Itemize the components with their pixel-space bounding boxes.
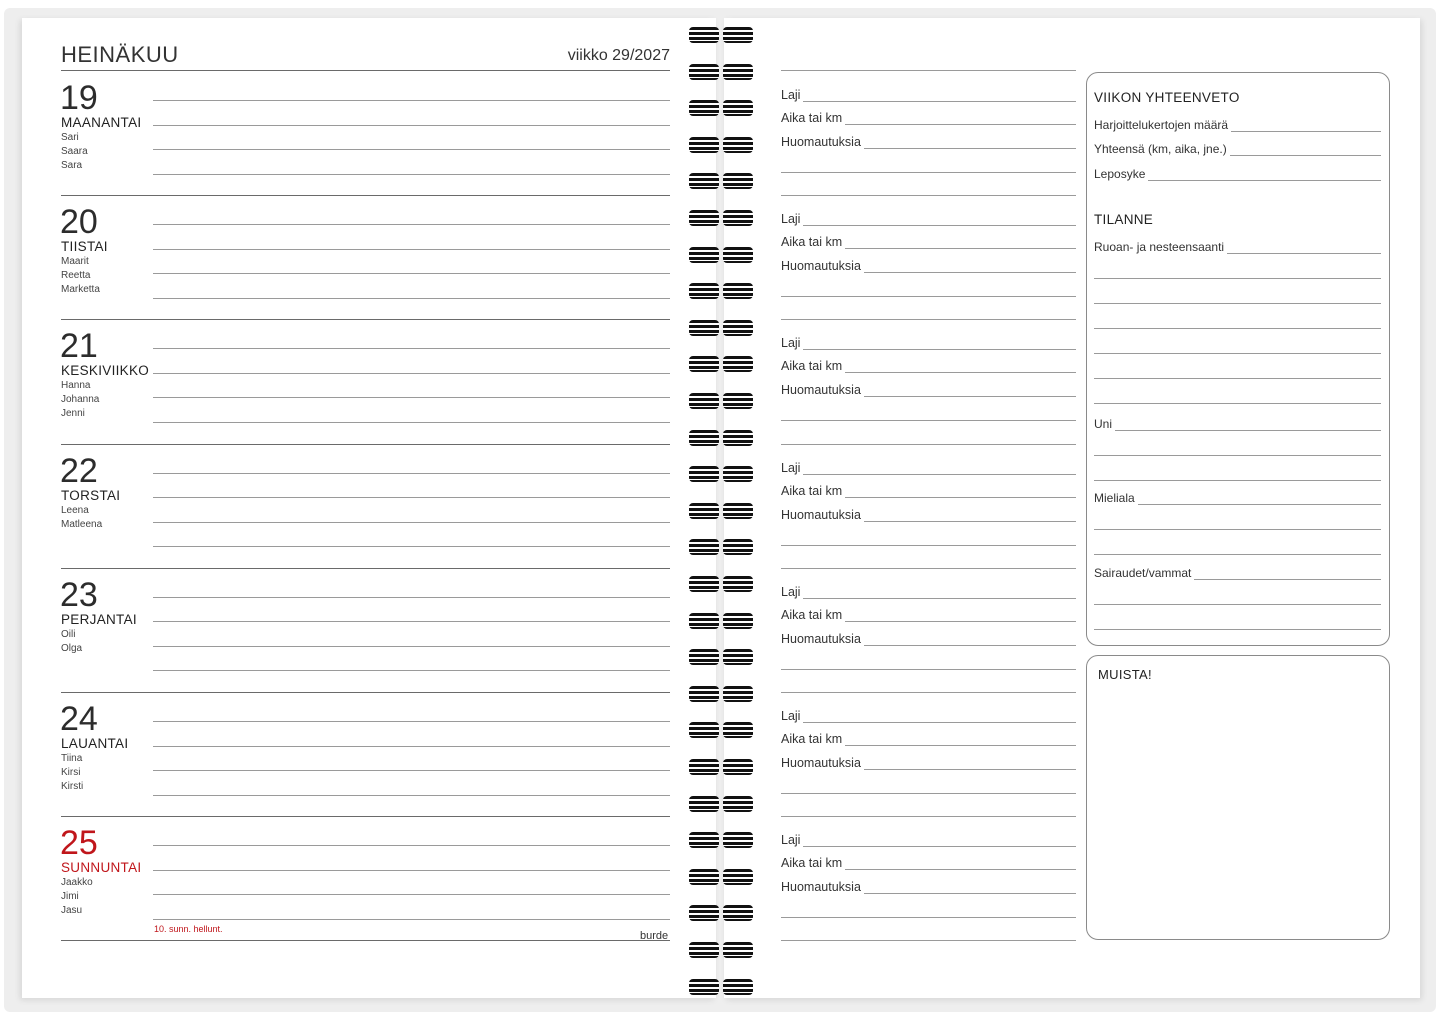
ring-right (723, 466, 753, 482)
day-separator (61, 692, 670, 693)
training-time-label: Aika tai km (781, 608, 845, 622)
ring-left (689, 320, 719, 336)
name-day: Olga (61, 642, 83, 654)
writing-line[interactable] (153, 249, 670, 250)
writing-line[interactable] (153, 273, 670, 274)
ring-right (723, 613, 753, 629)
training-type-label: Laji (781, 585, 803, 599)
name-day: Leena (61, 504, 89, 516)
ring-right (723, 905, 753, 921)
name-day: Marketta (61, 284, 100, 296)
day-name: SUNNUNTAI (61, 860, 142, 876)
name-day: Matleena (61, 518, 103, 530)
training-time-label: Aika tai km (781, 359, 845, 373)
ring-left (689, 247, 719, 263)
writing-line[interactable] (781, 296, 1076, 297)
writing-line[interactable] (781, 692, 1076, 693)
name-days (61, 379, 99, 421)
writing-line[interactable] (781, 195, 1076, 196)
ring-right (723, 430, 753, 446)
writing-line[interactable] (781, 722, 1076, 723)
name-day: Maarit (61, 256, 89, 268)
ring (689, 576, 753, 592)
ring-right (723, 210, 753, 226)
training-time-label: Aika tai km (781, 111, 845, 125)
writing-line[interactable] (153, 546, 670, 547)
training-notes-label: Huomautuksia (781, 259, 864, 273)
writing-line[interactable] (153, 670, 670, 671)
ring-right (723, 283, 753, 299)
writing-line[interactable] (153, 473, 670, 474)
header-rule (61, 70, 670, 71)
training-type-label: Laji (781, 88, 803, 102)
ring (689, 649, 753, 665)
ring (689, 869, 753, 885)
writing-line[interactable] (1094, 378, 1381, 379)
writing-line[interactable] (153, 522, 670, 523)
ring-right (723, 173, 753, 189)
day-name: KESKIVIIKKO (61, 363, 150, 379)
ring (689, 942, 753, 958)
training-notes-label: Huomautuksia (781, 383, 864, 397)
writing-line[interactable] (153, 746, 670, 747)
writing-line[interactable] (1094, 604, 1381, 605)
writing-line[interactable] (153, 770, 670, 771)
memo-box (1086, 655, 1390, 940)
name-day: Hanna (61, 380, 91, 392)
writing-line[interactable] (1094, 529, 1381, 530)
writing-line[interactable] (153, 795, 670, 796)
name-days (61, 255, 100, 297)
ring (689, 686, 753, 702)
ring-left (689, 759, 719, 775)
ring (689, 210, 753, 226)
ring (689, 759, 753, 775)
ring-right (723, 686, 753, 702)
day-separator (61, 568, 670, 569)
ring-left (689, 430, 719, 446)
ring-right (723, 137, 753, 153)
name-days (61, 752, 83, 794)
ring-left (689, 173, 719, 189)
ring-left (689, 942, 719, 958)
writing-line[interactable] (153, 397, 670, 398)
ring (689, 27, 753, 43)
ring-right (723, 722, 753, 738)
writing-line[interactable] (153, 646, 670, 647)
training-time-label: Aika tai km (781, 856, 845, 870)
summary-box (1086, 72, 1390, 646)
writing-line[interactable] (1094, 480, 1381, 481)
writing-line[interactable] (1094, 403, 1381, 404)
training-notes-label: Huomautuksia (781, 135, 864, 149)
writing-line[interactable] (781, 940, 1076, 941)
ring-right (723, 356, 753, 372)
writing-line[interactable] (153, 348, 670, 349)
ring (689, 796, 753, 812)
writing-line[interactable] (153, 298, 670, 299)
writing-line[interactable] (153, 497, 670, 498)
writing-line[interactable] (781, 474, 1076, 475)
ring-left (689, 686, 719, 702)
ring-right (723, 649, 753, 665)
ring (689, 832, 753, 848)
name-days (61, 876, 93, 918)
name-day: Kirsti (61, 781, 84, 792)
day-number: 22 (60, 451, 98, 490)
writing-line[interactable] (781, 172, 1076, 173)
ring (689, 320, 753, 336)
writing-line[interactable] (153, 125, 670, 126)
writing-line[interactable] (781, 319, 1076, 320)
writing-line[interactable] (1094, 455, 1381, 456)
day-separator (61, 195, 670, 196)
ring-left (689, 283, 719, 299)
ring-left (689, 356, 719, 372)
ring (689, 905, 753, 921)
ring (689, 466, 753, 482)
writing-line[interactable] (781, 846, 1076, 847)
ring-right (723, 64, 753, 80)
writing-line[interactable] (1094, 303, 1381, 304)
name-day: Saara (61, 146, 88, 157)
day-separator (61, 816, 670, 817)
day-name: PERJANTAI (61, 611, 137, 627)
ring (689, 722, 753, 738)
ring-left (689, 979, 719, 995)
status-title: TILANNE (1094, 212, 1154, 227)
writing-line[interactable] (153, 894, 670, 895)
name-day: Jimi (61, 891, 79, 903)
sunday-note: 10. sunn. hellunt. (154, 924, 223, 934)
ring-left (689, 649, 719, 665)
writing-line[interactable] (781, 816, 1076, 817)
writing-line[interactable] (153, 224, 670, 225)
ring-right (723, 759, 753, 775)
ring-right (723, 27, 753, 43)
ring-left (689, 137, 719, 153)
day-separator (61, 319, 670, 320)
left-page (22, 18, 716, 998)
day-number: 24 (60, 700, 98, 738)
ring (689, 173, 753, 189)
writing-line[interactable] (153, 721, 670, 722)
training-type-label: Laji (781, 461, 803, 475)
name-day: Oili (61, 628, 76, 640)
ring (689, 539, 753, 555)
ring (689, 283, 753, 299)
week-label: viikko 29/2027 (567, 47, 670, 64)
writing-line[interactable] (153, 174, 670, 175)
ring (689, 979, 753, 995)
ring-left (689, 832, 719, 848)
writing-line[interactable] (781, 70, 1076, 71)
training-type-label: Laji (781, 833, 803, 847)
writing-line[interactable] (781, 568, 1076, 569)
day-number: 19 (60, 79, 98, 117)
name-days (61, 504, 102, 532)
name-day: Jasu (61, 905, 83, 917)
ring (689, 430, 753, 446)
training-type-label: Laji (781, 212, 803, 226)
day-name: TIISTAI (61, 239, 108, 255)
writing-line[interactable] (1094, 629, 1381, 630)
writing-line[interactable] (153, 422, 670, 423)
ring-right (723, 539, 753, 555)
ring-left (689, 100, 719, 116)
writing-line[interactable] (153, 100, 670, 101)
ring-right (723, 942, 753, 958)
training-time-label: Aika tai km (781, 484, 845, 498)
ring (689, 503, 753, 519)
day-number: 20 (60, 203, 98, 242)
ring-right (723, 796, 753, 812)
day-separator (61, 444, 670, 445)
ring-left (689, 869, 719, 885)
training-notes-label: Huomautuksia (781, 880, 864, 894)
writing-line[interactable] (153, 373, 670, 374)
ring-right (723, 503, 753, 519)
mood-label: Mieliala (1094, 491, 1138, 505)
writing-line[interactable] (781, 349, 1076, 350)
sleep-label: Uni (1094, 417, 1115, 431)
ring-left (689, 796, 719, 812)
name-days (61, 628, 82, 656)
writing-line[interactable] (1094, 328, 1381, 329)
writing-line[interactable] (1094, 353, 1381, 354)
day-name: TORSTAI (61, 487, 121, 503)
ring (689, 247, 753, 263)
writing-line[interactable] (781, 669, 1076, 670)
name-days (61, 131, 88, 173)
name-day: Reetta (61, 270, 91, 282)
food-intake-label: Ruoan- ja nesteensaanti (1094, 240, 1227, 254)
ring (689, 356, 753, 372)
training-notes-label: Huomautuksia (781, 756, 864, 770)
writing-line[interactable] (781, 420, 1076, 421)
ring-left (689, 210, 719, 226)
training-time-label: Aika tai km (781, 732, 845, 746)
ring-left (689, 503, 719, 519)
name-day: Kirsi (61, 767, 81, 778)
illness-label: Sairaudet/vammat (1094, 566, 1194, 580)
ring-right (723, 979, 753, 995)
writing-line[interactable] (153, 149, 670, 150)
ring-left (689, 613, 719, 629)
name-day: Jaakko (61, 877, 93, 889)
ring-right (723, 576, 753, 592)
writing-line[interactable] (781, 917, 1076, 918)
writing-line[interactable] (1094, 430, 1381, 431)
ring (689, 613, 753, 629)
day-number: 25 (60, 824, 98, 863)
training-type-label: Laji (781, 336, 803, 350)
writing-line[interactable] (1094, 554, 1381, 555)
day-separator (61, 940, 670, 941)
day-number: 23 (60, 575, 98, 614)
writing-line[interactable] (153, 919, 670, 920)
training-notes-label: Huomautuksia (781, 508, 864, 522)
writing-line[interactable] (781, 101, 1076, 102)
ring-left (689, 722, 719, 738)
ring-right (723, 832, 753, 848)
writing-line[interactable] (781, 444, 1076, 445)
ring-right (723, 100, 753, 116)
ring (689, 100, 753, 116)
ring-left (689, 905, 719, 921)
writing-line[interactable] (153, 845, 670, 846)
writing-line[interactable] (1094, 278, 1381, 279)
brand-label: burde (640, 930, 669, 942)
writing-line[interactable] (153, 870, 670, 871)
ring-left (689, 27, 719, 43)
training-notes-label: Huomautuksia (781, 632, 864, 646)
ring-right (723, 393, 753, 409)
writing-line[interactable] (153, 621, 670, 622)
name-day: Johanna (61, 394, 100, 406)
ring (689, 393, 753, 409)
ring-left (689, 576, 719, 592)
summary-field-label: Yhteensä (km, aika, jne.) (1094, 142, 1230, 156)
ring (689, 64, 753, 80)
summary-title: VIIKON YHTEENVETO (1094, 90, 1240, 105)
name-day: Sara (61, 160, 83, 171)
writing-line[interactable] (781, 225, 1076, 226)
writing-line[interactable] (781, 598, 1076, 599)
day-name: MAANANTAI (61, 115, 142, 130)
name-day: Sari (61, 132, 79, 143)
ring-right (723, 247, 753, 263)
summary-field-label: Harjoittelukertojen määrä (1094, 118, 1231, 132)
month-title: HEINÄKUU (61, 42, 179, 67)
ring-left (689, 393, 719, 409)
training-type-label: Laji (781, 709, 803, 723)
ring (689, 137, 753, 153)
day-name: LAUANTAI (61, 736, 129, 751)
memo-title: MUISTA! (1098, 667, 1152, 682)
ring-left (689, 64, 719, 80)
summary-field-label: Leposyke (1094, 167, 1148, 181)
training-time-label: Aika tai km (781, 235, 845, 249)
ring-right (723, 320, 753, 336)
writing-line[interactable] (153, 597, 670, 598)
name-day: Tiina (61, 753, 83, 764)
ring-right (723, 869, 753, 885)
name-day: Jenni (61, 408, 85, 420)
writing-line[interactable] (781, 545, 1076, 546)
day-number: 21 (60, 327, 98, 366)
ring-left (689, 539, 719, 555)
writing-line[interactable] (781, 793, 1076, 794)
ring-left (689, 466, 719, 482)
